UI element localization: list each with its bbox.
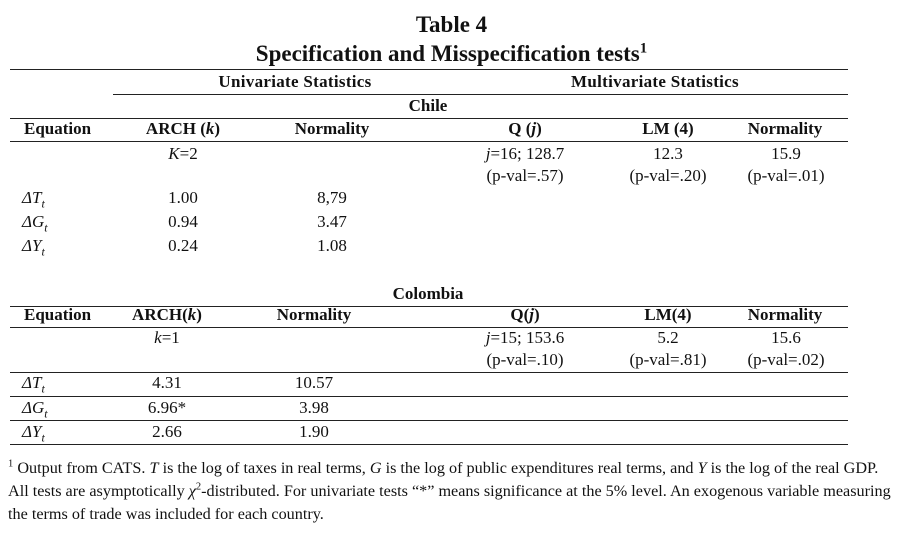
chile-row-normality: 1.08: [317, 236, 347, 255]
chile-col-lm: LM (4): [642, 119, 694, 138]
colombia-row-normality: 1.90: [299, 422, 329, 441]
colombia-norm-value: 15.6: [771, 328, 801, 347]
chile-q-value: j=16; 128.7: [485, 144, 565, 163]
bottom-rule: [10, 444, 848, 445]
colombia-lm-value: 5.2: [657, 328, 679, 347]
chile-col-equation: Equation: [24, 119, 92, 138]
colombia-row-normality: 10.57: [294, 373, 334, 392]
table-subtitle: Specification and Misspecification tests$^1$: [255, 40, 648, 66]
colombia-col-lm: LM(4): [644, 305, 692, 324]
chile-lm-pval: (p-val=.20): [629, 166, 707, 185]
country-chile: Chile: [408, 96, 448, 115]
top-rule: [10, 69, 848, 70]
colombia-row-label: $\Delta T_t$: [22, 373, 45, 396]
colombia-lm-pval: (p-val=.81): [629, 350, 707, 369]
country-colombia: Colombia: [392, 284, 464, 303]
chile-row-arch: 0.24: [168, 236, 198, 255]
chile-lm-value: 12.3: [653, 144, 683, 163]
colombia-col-arch: ARCH(k): [132, 305, 202, 324]
chile-row-label: $\Delta T_t$: [22, 188, 45, 211]
footnote-marker: 1: [639, 40, 648, 57]
chile-row-normality: 8,79: [317, 188, 347, 207]
colombia-q-value: j=15; 153.6: [485, 328, 565, 347]
multivariate-header: Multivariate Statistics: [571, 72, 739, 91]
colombia-row-arch: 4.31: [152, 373, 182, 392]
footnote: $^1$ Output from CATS. T is the log of taxes in real terms, G is the log of public expenditures real terms, and Y is the log of the real GDP. All tests are asymptotically $\chi^2$-distributed. For univariate tests “*” means significance at the 5% level. An exogenous variable measuring the terms of trade was included for each country.: [8, 458, 891, 523]
footnote-mark: 1: [8, 458, 14, 470]
chile-row-label: $\Delta Y_t$: [22, 236, 45, 259]
colombia-row-label: $\Delta G_t$: [22, 398, 48, 421]
colombia-norm-pval: (p-val=.02): [747, 350, 825, 369]
chile-norm-pval: (p-val=.01): [747, 166, 825, 185]
colombia-row-arch: 6.96*: [147, 398, 187, 417]
colombia-col-equation: Equation: [24, 305, 92, 324]
chile-col-q: Q (j): [508, 119, 542, 138]
colombia-row-rule: [10, 420, 848, 421]
chile-col-arch: ARCH (k): [145, 119, 221, 138]
colombia-col-q: Q(j): [510, 305, 540, 324]
colombia-row-normality: 3.98: [299, 398, 329, 417]
univariate-header: Univariate Statistics: [218, 72, 372, 91]
chile-arch-k: K=2: [168, 144, 198, 163]
chile-row-arch: 0.94: [168, 212, 198, 231]
chile-row-normality: 3.47: [317, 212, 347, 231]
group-rule: [113, 94, 848, 95]
chile-row-label: $\Delta G_t$: [22, 212, 48, 235]
colombia-arch-k: k=1: [154, 328, 180, 347]
chile-col-normality: Normality: [294, 119, 370, 138]
chile-norm-value: 15.9: [771, 144, 801, 163]
colombia-col-normality-mv: Normality: [747, 305, 823, 324]
chile-row-arch: 1.00: [168, 188, 198, 207]
colombia-col-normality: Normality: [276, 305, 352, 324]
chile-q-pval: (p-val=.57): [486, 166, 564, 185]
chile-header-bottom-rule: [10, 141, 848, 142]
colombia-q-pval: (p-val=.10): [486, 350, 564, 369]
table-title: Table 4: [415, 12, 488, 37]
chile-col-normality-mv: Normality: [747, 119, 823, 138]
colombia-row-label: $\Delta Y_t$: [22, 422, 45, 445]
colombia-row-arch: 2.66: [152, 422, 182, 441]
colombia-row-rule: [10, 396, 848, 397]
